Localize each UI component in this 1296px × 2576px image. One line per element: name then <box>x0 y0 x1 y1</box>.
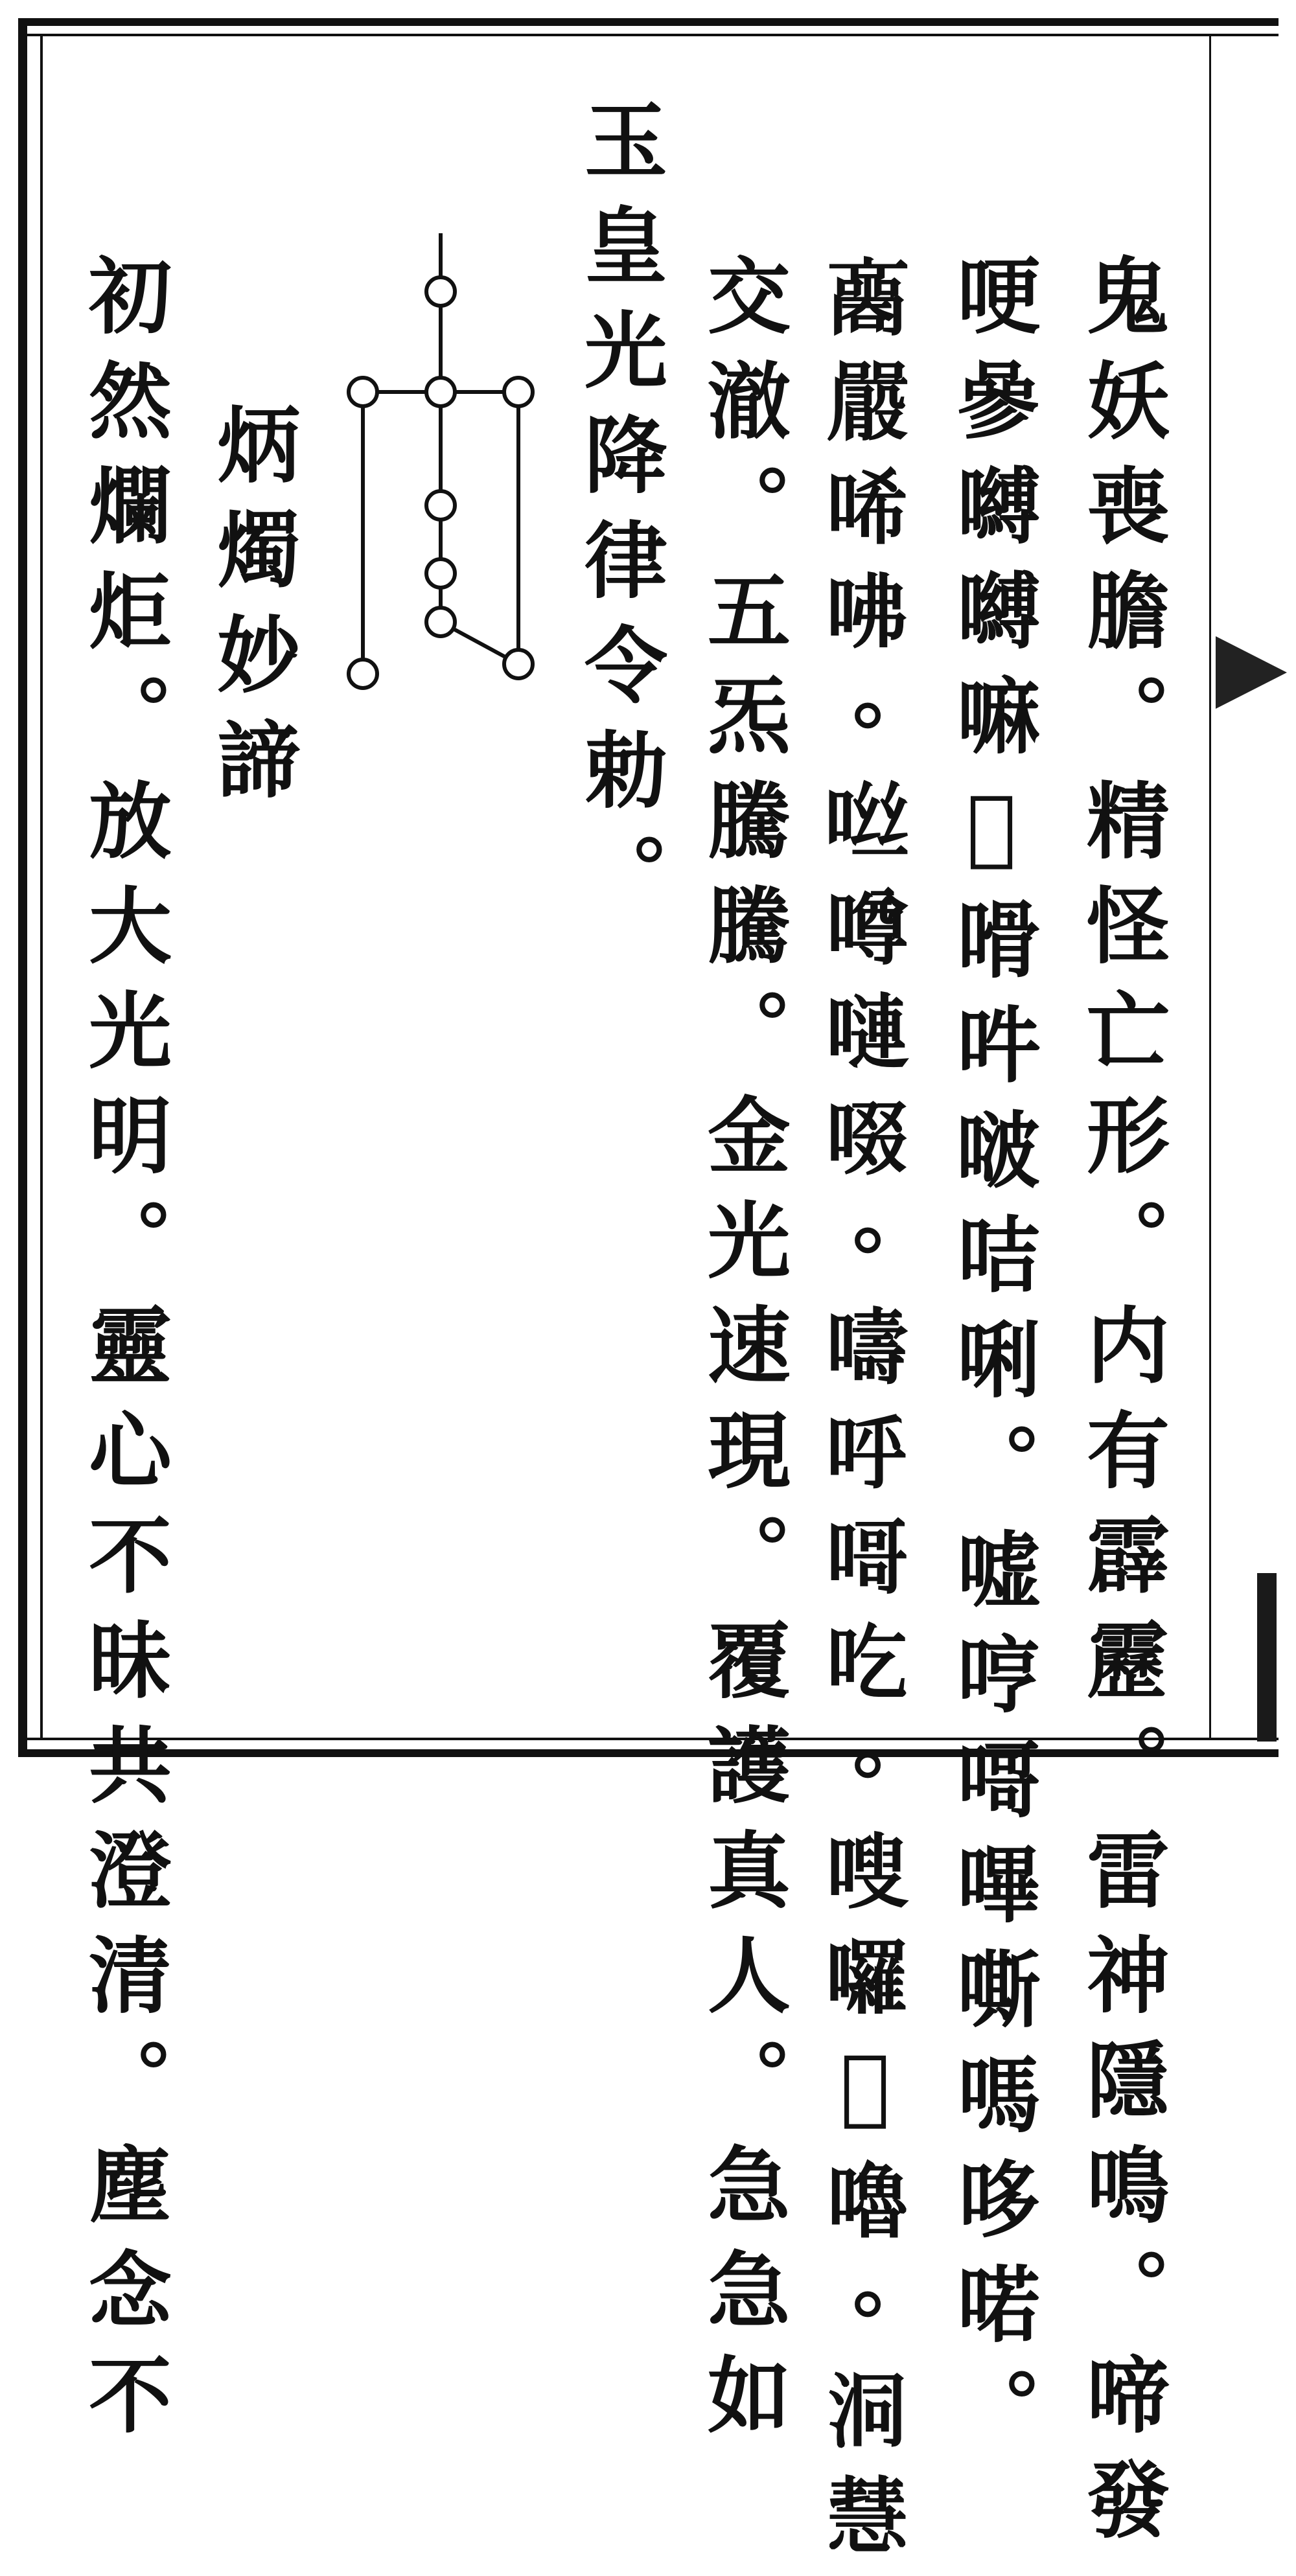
frame-right-inner-line <box>1209 34 1211 1740</box>
text-column-3: 𡃬𡃫唏咈。咝噂嗹啜。嚋呼𠹭吃。嗖囉𡅊嚕。洞慧 <box>816 253 914 2576</box>
talisman-dot <box>426 491 455 520</box>
talisman-dot <box>426 277 455 306</box>
talisman-dot-diagram-icon <box>337 233 544 700</box>
text-column-5: 玉皇光降律令勅。 <box>570 97 667 937</box>
fold-marker-icon <box>1216 636 1287 709</box>
frame-left-inner-line <box>40 34 43 1740</box>
text-column-4: 交澈。五炁騰騰。金光速現。覆護真人。急急如 <box>693 253 791 2457</box>
text-column-1: 鬼妖喪膽。精怪亡形。内有霹靂。雷神隱鳴。啼發 <box>1072 253 1170 2562</box>
text-column-7: 初然爛炬。放大光明。靈心不昧共澄清。塵念不 <box>75 253 172 2457</box>
frame-top-outer-line <box>18 18 1279 26</box>
talisman-dot <box>426 378 455 406</box>
talisman-dot <box>349 378 377 406</box>
talisman-dot <box>504 650 533 678</box>
talisman-dot <box>349 660 377 688</box>
fold-bar <box>1257 1573 1277 1742</box>
talisman-dot <box>504 378 533 406</box>
talisman-dot <box>426 608 455 636</box>
section-heading: 炳燭妙諦 <box>203 402 300 822</box>
frame-left-outer-line <box>18 18 27 1757</box>
talisman-dot <box>426 559 455 588</box>
text-column-2: 哽𠻝嚩嚩嘛𡂰嗗吽啵咭唎。嘘哼𠹭嗶嘶嗎哆喏。 <box>943 253 1040 2471</box>
frame-top-inner-line <box>26 34 1279 36</box>
